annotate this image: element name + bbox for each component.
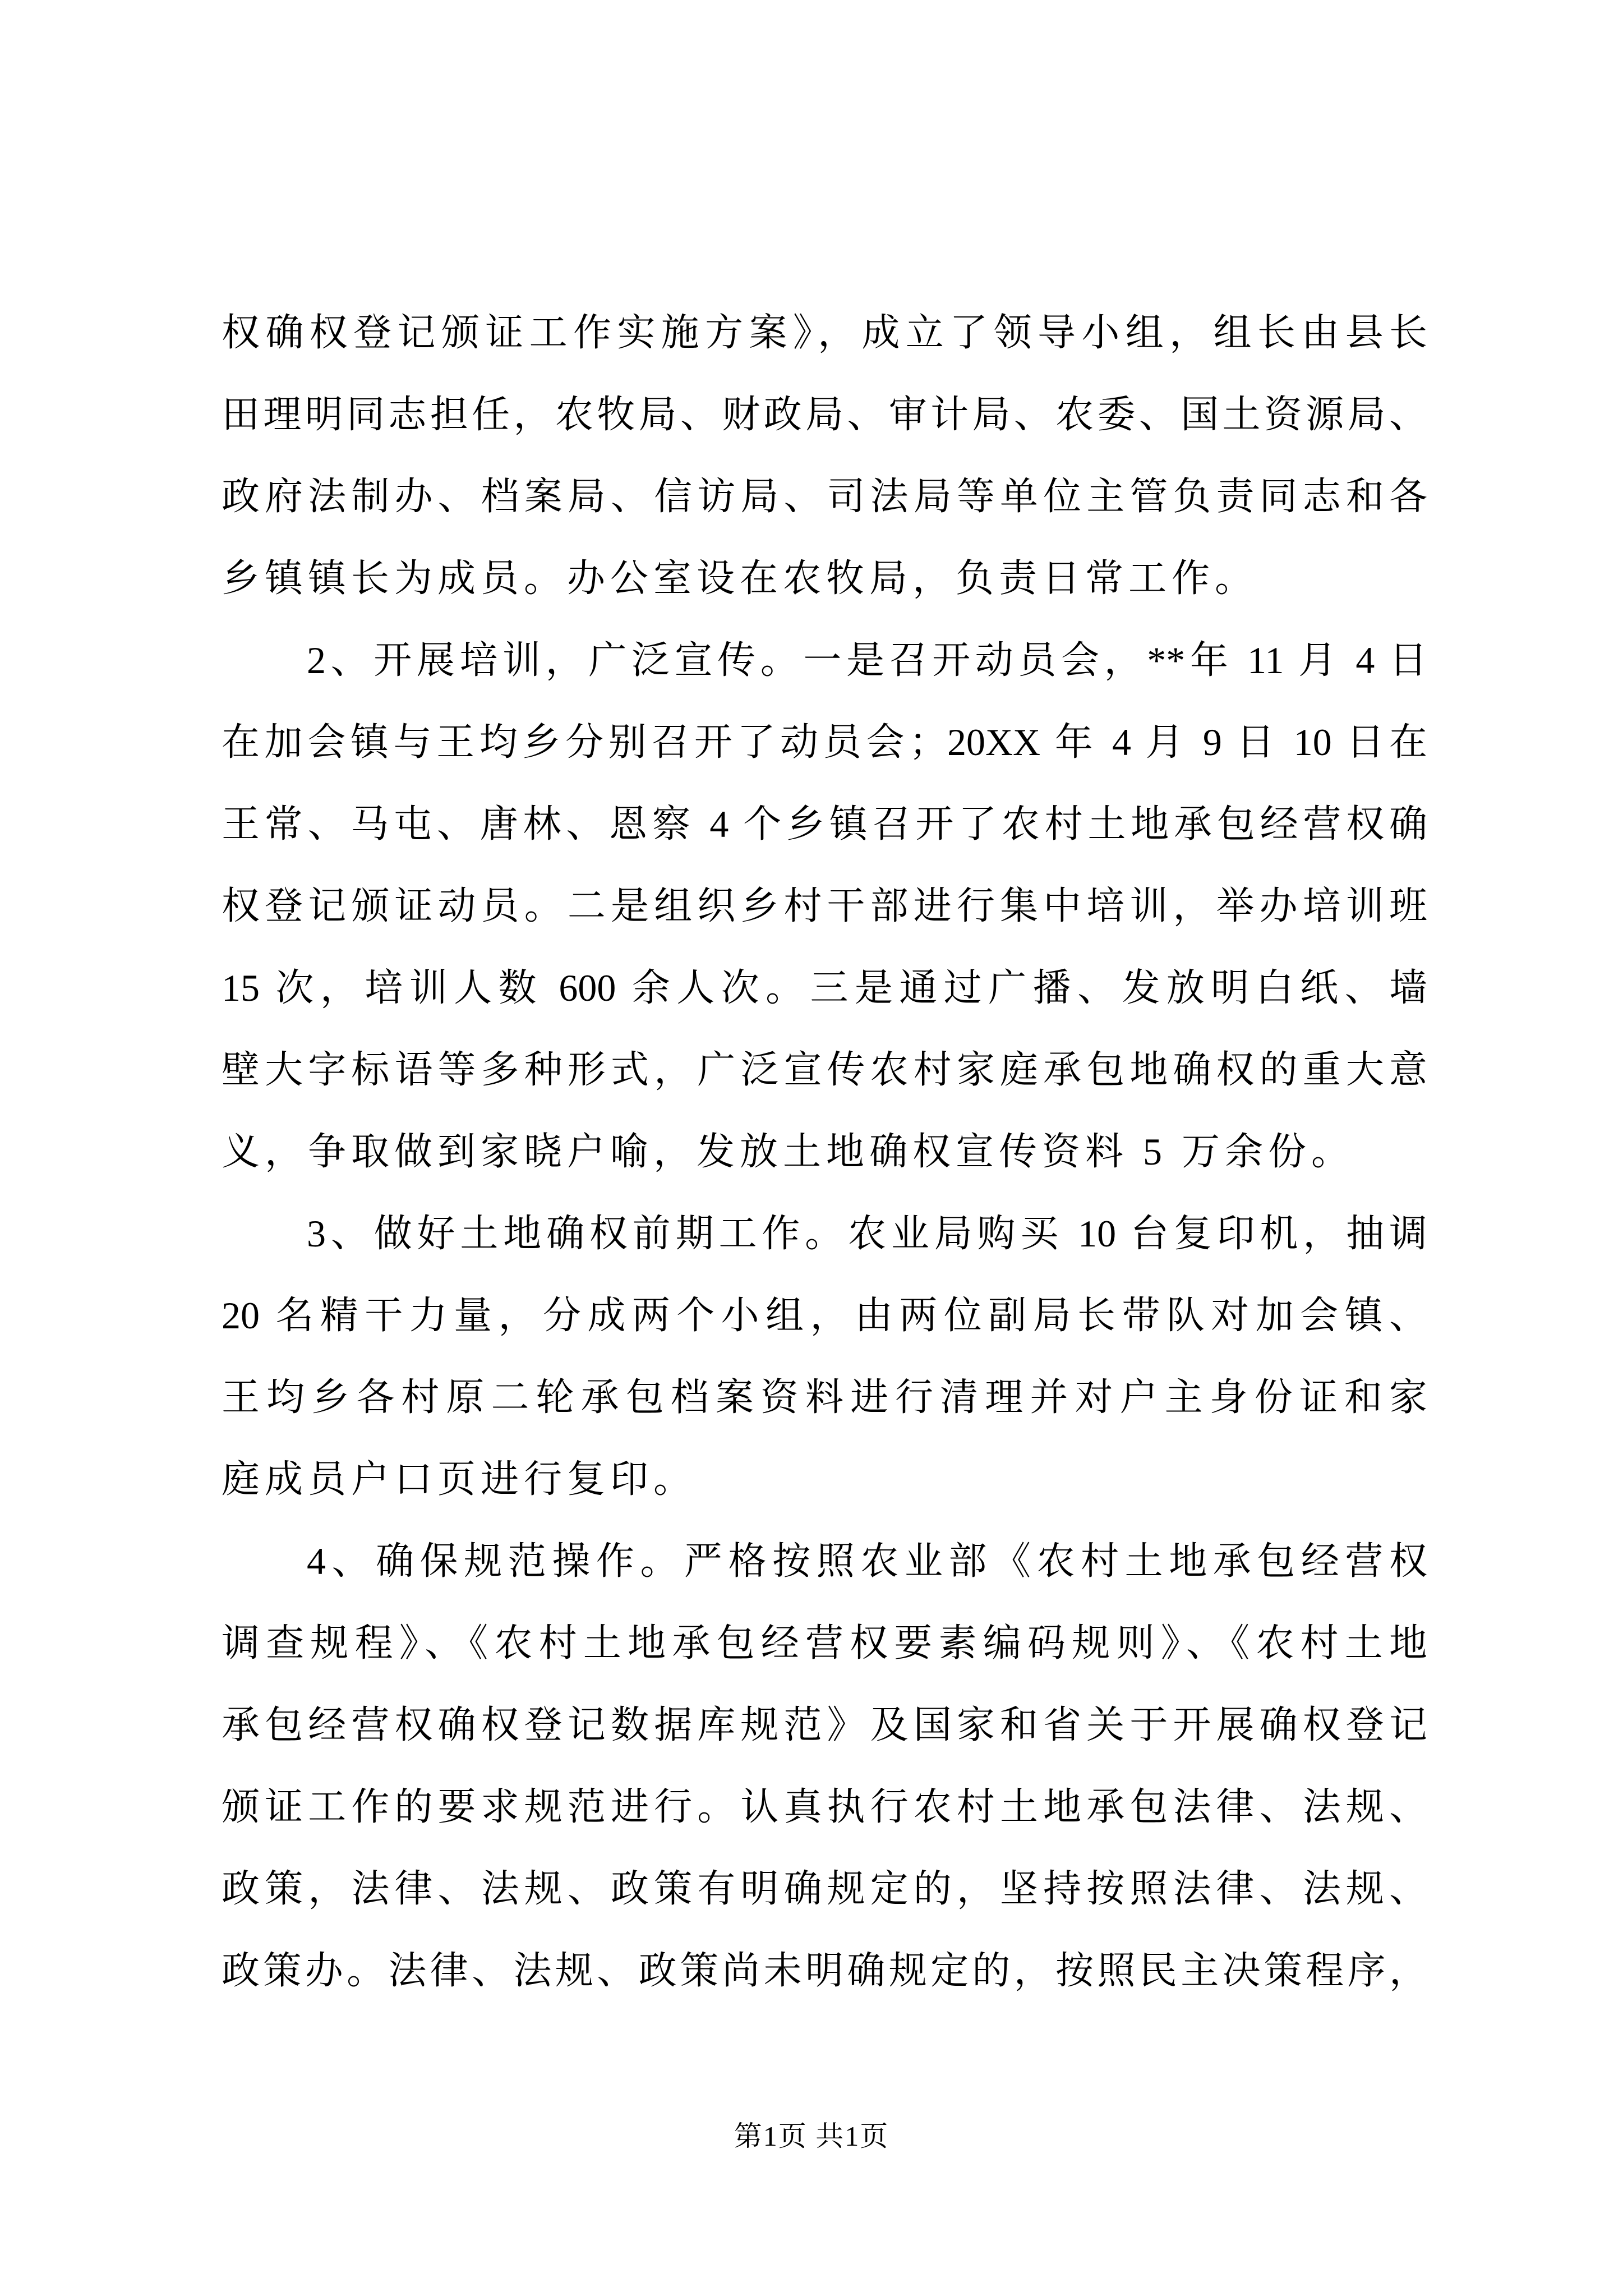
document-body (222, 292, 1427, 2012)
text-line: 颁证工作的要求规范进行。认真执行农村土地承包法律、法规、 (222, 1786, 1427, 1828)
text-line: 王常、马屯、唐林、恩察 4 个乡镇召开了农村土地承包经营权确 (222, 803, 1427, 845)
text-line: 田理明同志担任，农牧局、财政局、审计局、农委、国土资源局、 (222, 393, 1427, 436)
text-line: 王均乡各村原二轮承包档案资料进行清理并对户主身份证和家 (222, 1376, 1427, 1419)
text-line: 在加会镇与王均乡分别召开了动员会；20XX 年 4 月 9 日 10 日在 (222, 721, 1427, 763)
text-line: 壁大字标语等多种形式，广泛宣传农村家庭承包地确权的重大意 (222, 1048, 1427, 1091)
text-line: 4、确保规范操作。严格按照农业部《农村土地承包经营权 (307, 1540, 1427, 1582)
page-number-footer: 第1页 共1页 (734, 2120, 889, 2152)
text-line: 承包经营权确权登记数据库规范》及国家和省关于开展确权登记 (222, 1704, 1427, 1746)
text-line: 政策办。法律、法规、政策尚未明确规定的，按照民主决策程序， (222, 1949, 1427, 1992)
text-line: 政策，法律、法规、政策有明确规定的，坚持按照法律、法规、 (222, 1867, 1427, 1910)
text-line: 政府法制办、档案局、信访局、司法局等单位主管负责同志和各 (222, 475, 1427, 518)
text-line: 2、开展培训，广泛宣传。一是召开动员会，**年 11 月 4 日 (307, 639, 1427, 682)
text-line: 权登记颁证动员。二是组织乡村干部进行集中培训，举办培训班 (222, 885, 1427, 927)
text-line: 20 名精干力量，分成两个小组，由两位副局长带队对加会镇、 (222, 1294, 1427, 1337)
text-line: 15 次，培训人数 600 余人次。三是通过广播、发放明白纸、墙 (222, 967, 1427, 1009)
text-line: 调查规程》、《农村土地承包经营权要素编码规则》、《农村土地 (222, 1622, 1427, 1664)
text-line: 乡镇镇长为成员。办公室设在农牧局，负责日常工作。 (222, 557, 1258, 600)
text-line: 3、做好土地确权前期工作。农业局购买 10 台复印机，抽调 (307, 1212, 1427, 1255)
text-line: 权确权登记颁证工作实施方案》，成立了领导小组，组长由县长 (222, 311, 1427, 354)
text-line: 义，争取做到家晓户喻，发放土地确权宣传资料 5 万余份。 (222, 1130, 1355, 1173)
text-line: 庭成员户口页进行复印。 (222, 1458, 697, 1501)
